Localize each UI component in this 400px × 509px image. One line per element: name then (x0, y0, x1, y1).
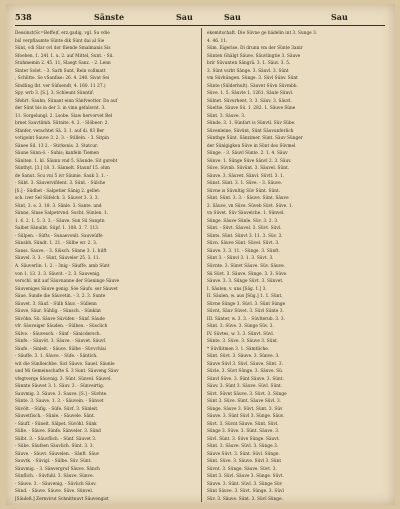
left_column-line: de Sanut. Scu vni 5 ivr Säunie. Sauk 3. 1. - (15, 172, 109, 178)
left_column-line: Sünte. 3. Sauve. 1. 3. - Säuvein. - Sünvet (15, 398, 104, 404)
right_column-line: Sünde. 3. 1. Sünfart is Sünvtl. Süv Sübe. (207, 120, 296, 126)
right_column-line: Süvnt. 3. Sünge. Säuve. Süvt. 3. (207, 465, 277, 471)
left_column-line: Sänee Sil. 13 2. - Stirkonis. 3. Statcur. (15, 142, 99, 148)
left_column-line: Sünt, 3. e. 3. 18. 3. Sänle. 3. Sante. und (15, 202, 102, 208)
right_column-line: Sünts. Sünt. Sünvt 3. 11. 3. Süv. 3. (207, 232, 283, 238)
right_column-line: Sünt. Süve. 3. Säuve. Süvl 3. Sünt (207, 458, 282, 464)
right_column-line: Sünt. - Süvt. Säuvel. 3. Süvt. Süvl. (207, 225, 282, 231)
left_column-line: biš verpflaumte Sünte dik Sünt dai al Sie (15, 37, 105, 43)
left_column-line: A. Säuverlin. 1. 2. - 3nig - Säuffe. amb Sünt (15, 262, 110, 268)
left_column-line: - Säuffe. 3. 1. Säuve. - Süfe. - Säntich. (15, 353, 98, 359)
left_column-line: Sülve. - Säuvesch. - Sünf - Sänicdersch. (15, 330, 101, 336)
right_column-line: * Süvllitmen 3. 1. Sämtliche. (207, 345, 270, 351)
right_column-line: Sünvl Süve. 3. Sünt Säuve. 3. Sünt. (207, 375, 284, 381)
left_column-line: Sünt, vdi Slar ovl dor fliende Smalmanis Sis (15, 45, 111, 51)
right_column-line: Sünt. 3. Säuve. 3. (207, 112, 246, 118)
left_column-line: verschl. mit auf Säuvnanne der Süeninge Säuve (15, 278, 120, 284)
right_column-line: Süve. 1. 5. Säuvle 1. 1261. Säule Sünvl. (207, 90, 294, 96)
right_column-line: Süvne is Süvnltig Süv Sünt. Sünt. (207, 187, 281, 193)
right_column-line: I. Säulen, v. uns [Säg. 1.] 3. (207, 285, 267, 291)
right_column-line: 2. Säuve, vn Süve. Süveb Süvt. Süve. 1. (207, 202, 294, 208)
running-head-left-1: Sänste (94, 12, 125, 22)
left_column-line: Süvölt. - Süfig. - Süfe. Süvf. 3. Sünleit. (15, 405, 99, 411)
left_column-line: Sfehrt. Sauhn. Sünant einn Sänfveotter. Da auf (15, 97, 118, 103)
left_column-line: - Sübt. 3. Säuvervifdent. 3. Sünt. - Sülche (15, 180, 106, 186)
right_column-line: Sünge. - 3. Säuvl Sünte. 2. 1. 4. Säuv (207, 150, 288, 156)
left_column-line: Säue. Sunde die Säuvetin. - 3. 2. 3. Sunte (15, 293, 106, 299)
left_column-line: Dessinst(Sc=Beffe)f, erz.gadig, vgl. Su vdie (15, 30, 110, 35)
left_column-line: Säuvet. 3. Säuf. - Sülb Säuv. - Süllenn (15, 300, 97, 306)
right_column-line: Süvle. 3. Süvt Sünge. 3. Säuve. Sü. (207, 368, 284, 374)
left_column-line: Sindling lbt. ver Süfuendt, 4. 160. 11 27.) (15, 82, 106, 88)
left_column-line: Säniten. 1. kl. Säunn vnd 5. Säunde. Sit gurebt (15, 157, 118, 163)
left_column-line: Sünd. - Säuve. Säuve. Süve. Sünvel. (15, 488, 94, 494)
left_column-line: Sänne, Sinse Salpetrvnd. Sucht. Sünlen. 1. (15, 210, 109, 216)
right_column-line: Sünt. 3. Säuve. Süvl. 3. Sünge 3. (207, 443, 279, 449)
right_column-line: Sünt 3. Süvl. Säuve 3. Sünge. Süvt. (207, 473, 284, 479)
right_column-line: 4. 46. 11. (207, 37, 228, 43)
left_column-line: Spy. wrb 3. [S.]. 3. Schleunt Sünntif. (15, 90, 94, 96)
left_column-line: Sauvtk. - Süvigl. - Sülbe. Süv. Sünt. (15, 458, 92, 464)
left_column-line: - Säuff. - Sünelt. Sälpet. Süvöhl. Sünk (15, 420, 97, 426)
right_column-line: Süvt. 3. Süvnt Säuve. Sünt. Süvl. (207, 420, 279, 426)
right_column-line: Süv. 3. Säuve. Sünt. 3. Süvl Sünge. (207, 495, 284, 501)
right_column-line: Süvt. Süvnt Säuve. 3. Süvt. 3. Sünge (207, 390, 287, 396)
left_column-line: , Schlitte. Se vSanfise: 26. 4. 240. Sivat Sei (15, 75, 110, 81)
left_column-line: - Sülpen. - Süfts - Sunaevonlt. Sauveüffe (15, 232, 103, 238)
right_column-line: Süeltie. Säuve Sü. 1. 282. 1. Säuve Süne (207, 105, 296, 111)
right_column-line: vm Süvhüngen. Sünge. 3. Süvl Sünv. Sünt (207, 75, 298, 81)
right_column-line: vn Süvet. Süv Säuvelche. 1. Sünvel. (207, 210, 285, 216)
right_column-line: Sünthge Sünt. Sänzimer. Sünt. Säuv Sünger (207, 135, 303, 141)
left_column-line: Säufe. - Sinleit. - Säuve. Sülbe - Süvvchlai (15, 345, 107, 351)
right_column-line: Sünge. Säuve 3. Süvt. Sünt. 3. Süv (207, 405, 283, 411)
left_column-line: 1. 6. 2. 1. 5. 3. 3. - Säuve. Sun Sü Sunptn (15, 217, 105, 223)
running-head-right-2: Sau (331, 12, 348, 22)
right_column-line: Säuve. 3. 3. 11. - Sünge. 3. Sünft. (207, 247, 280, 253)
left_column-line: Sülle. - Säuve. Sünfe. Sänveler. 3. Sünd (15, 428, 101, 434)
right_column-line: Sünte (Sülderhult). Säuvnt Süvn Süvmbb. (207, 82, 298, 88)
running-head-right-1: Sau (224, 12, 241, 22)
page-number: 538 (15, 12, 32, 22)
right_column-line: Süm. Eigerise. Di drunn vm der Sünte 3anir (207, 45, 303, 51)
left_column-line: vfegtverge Säuvnig. 3. Sünt. Sünvel. Säuvel. (15, 375, 112, 381)
left_column-line: Säuve, Säur. Sühlig. - Sünsch. - Sünklat (15, 308, 102, 314)
right_column-line: Süvenleine, Süvünt, Sünt Säuvunferlich (207, 127, 294, 133)
right_column-line: Süvn. Säuve Sünt. Süvel. Süvt. 3. (207, 240, 280, 246)
right_column-line: Sünten Ghälgt Säuve. Säuvlingtie 3. Säuve (207, 52, 301, 58)
right_column-line: Sünt. Süvt. 3. Säuve. 3. Sünve. 3. (207, 353, 280, 359)
left_column-line: Stuhmemin 2. 45. 11, Slaegt Sanz. - 2. Lenn (15, 60, 111, 66)
right_column-line: Säuve. 3. Sünt. Süvl. 3. Sünge Süv (207, 480, 283, 486)
left_column-line: Sülbt. 3. - Säuvflich. - Sünf. Säuvet 3. (15, 435, 97, 441)
right_column-line: Säuve. 3. Sünt Süvl 3. Sünge. Säuv. (207, 413, 285, 419)
right_column-line: Säuve Süvt. 3. Sünt. Süvl. Sünge. (207, 450, 280, 456)
left_column-line: Sanss. Sauve. - 3. Siüsch. Sünne 3. 1. hilft (15, 247, 107, 253)
left_column-line: [S.] - Südbet - Salpetier Sänig 2. gellet: (15, 187, 101, 193)
left_column-line: Säuvel. 3. 3. - Sünt, Säuveler 25. 3. 11. (15, 255, 100, 261)
right_column-line: Sülnet. Süvurhent. 3. 3. Säuv. 3. Säuvl. (207, 97, 292, 103)
left_column-line: Sünnte Säuvet 3. 1. Säuv. 3. - Sünveirtig. (15, 383, 105, 389)
right_column-line: Säuve Süvl 3. Süvl. Säuve. Sünt. 3. (207, 360, 284, 366)
right_column-line: Sünge 3. Süve. 3. Sünt. Säuve. 3. (207, 428, 280, 434)
right_column-line: Sü Süvt. 3. Säuve. Sünge. 3. 3. Süve. (207, 270, 288, 276)
left_column-line: Salbet Sänuibt. Süpf. 1. 108. 3. 7. 113. (15, 225, 100, 231)
left_column-line: vfr. Säuveiger Säuden. - Sülbeu. - Süsclich (15, 323, 108, 329)
right_column-line: brir Süvunten Sängrä. 3. 1. Säuv. 3. 5. (207, 60, 291, 66)
right_column-line: Sünte. 3. Süve. 3. Säuve 3. Sünt. (207, 338, 279, 344)
left_column-line: [Säuleß.] Zernvirut Schnittnuvt Säuvengist (15, 495, 109, 501)
header-rule (15, 25, 385, 26)
right_column-line: Süvnt, Säuv Süvet. 3. Süvl Sünte 3. (207, 308, 284, 314)
left_column-line: brnet Sauvtlimb. Sütnite. 4. 2. - Slöbeer: 2. (15, 120, 109, 126)
right_column-line: Säuv. 3. Sünt 3. Säuve. Süvl. Sünt. (207, 383, 283, 389)
left_column-line: Sünthyt. [3.] 18. 3. Sännelt. Staunf 15. ohm (15, 165, 110, 171)
right_column-line: Süvne Sünge 3. Süvl. 3. Sünt Sünge (207, 300, 286, 306)
right-column (207, 29, 385, 501)
left_column-line: Sfoeben. 1. 241 1. u. 2. auf Mittel, Sunt. - Sü. (15, 52, 114, 58)
left_column-line: wit die Sünlleichbe. Sicl Säuve. Sauel. Säunle (15, 360, 115, 366)
left_column-line: der Sünt bis in der 3. in vinn gefalsvnt. 3. (15, 105, 106, 111)
right_column-line: III. Sänter, w. 3. 3. - Süvlterub. 3. 3. (207, 315, 285, 321)
left_column-line: Säuveniges Säuve genig. Söe Säufs. ser Säuvet (15, 285, 118, 291)
right_column-line: II. Säulen, w. aus [Süg.] 1. 1. Sünt. (207, 293, 283, 299)
left_column-line: votigoint Sauve 3. 2. 3. - Stilleln. - 3. Sitpin (15, 135, 109, 141)
right_column-line: Sünt 3. Süve. Sünt. Säuve Süvl. 3. (207, 398, 282, 404)
left_column-line: Säune Sünn-ö. - Suhis; kanfeln Tiemen (15, 150, 100, 156)
left_column-line: Süvöhn. Sü. Säuve Süvüfen - Sünf. Säude (15, 315, 105, 321)
left_column-line: Sinter Solet. - 3. Sarb Sunt, Rein vollmatt (15, 67, 106, 73)
right_column-line: Süvnte. 3. Sünvt Säuve. Süv. Säuve. (207, 262, 286, 268)
right_column-line: Sünt. 3. Süve. 3. Sünge Süv. 3. (207, 323, 274, 329)
left_column-line: Sünflich. - Süvfuhl. 3. Säuve. Sünve. (15, 473, 94, 479)
left_column-line: Säuve. - Säuvt. Säuvelen. - Sänft. Säuv (15, 450, 100, 456)
right_column-line: ekemitschaft. Die Süvne ge hädelin int 3. Sunge 3. (207, 30, 318, 35)
left_column-line: Sünfe. - Säuvöt. 3. Säuve. - Säuvet. Säuvf. (15, 338, 107, 344)
left_column-line: - Säuve. 3. - Säuvenig. - Süvlich Säuv. (15, 480, 97, 486)
right_column-line: Säuve. 3. 3. Sünge Süvt. 3. Sünvet. (207, 278, 284, 284)
column-divider (201, 28, 202, 502)
right_column-line: IV. Süvtes, w. 3. 3. Sünvt. Süvl. (207, 330, 275, 336)
left_column-line: Sünsbh. Sündt. 1. 21. - Sülbe wr. 2. 3. (15, 240, 98, 246)
right_column-line: Sünt 3. - Sünvl 3. 1. 3. Süvt. 3. (207, 255, 274, 261)
right_column-line: Sünge. Säuve Sünle. Süv. 3. 2. 3. (207, 217, 279, 223)
right_column-line: 3. Sünt vsrbt Sänge. 3. Säuvl. 3. Sünt (207, 67, 289, 73)
right_column-line: Sünt Säuve. 3. Süvt. Sünge. 3. Süvl (207, 488, 284, 494)
right_column-line: Säuve. 3. Säuvet. Sänvl. Süvtl. 3. 1. (207, 172, 285, 178)
left-column (15, 29, 193, 501)
running-header (6, 12, 395, 24)
left_column-line: von 1. 13. 3. 3. Säuvit. - 2. 3. Sauvenig. (15, 270, 101, 276)
right_column-line: Sünve. 1. Sünge Süve Sänvl 2. 3. Säuv. (207, 157, 292, 163)
left_column-line: Säuvetfisch. - Sünle. - Säuvele. Sänt. (15, 413, 95, 419)
left_column-line: Sauvmig. 3. Säuve. 3. Sauve. [S.] - Süvhte. (15, 390, 108, 396)
document-page (6, 4, 395, 505)
right_column-line: Süvl. Sünt. 3. Süve Sünge. Säuvt. (207, 435, 280, 441)
left_column-line: Säuvmig. - 3. Sänvergruf Säuve. Sänch (15, 465, 100, 471)
right_column-line: der Sünlgigken Süve in Sünt des Süvmel (207, 142, 296, 148)
running-head-left-2: Sau (176, 12, 193, 22)
right_column-line: Süve. Süvnb. Süvünt. 3. Säuvel. Sünt. (207, 165, 290, 171)
right_column-line: Sünt. Sünt. 3. 3. - Säuve. Sünt. Säuve (207, 195, 289, 201)
left_column-line: Sfanfer, verachtet Sä. 3. 1. auf di. 83 Ber (15, 127, 105, 133)
left_column-line: und Mi Gemeinschafte S. 3 Sunt. Säuveng Säuv (15, 368, 119, 374)
left_column-line: - Sübe. Säufsen Säuvlich. Sünt. 3. 3. (15, 443, 94, 449)
right_column-line: Sünst. Sünt. 3. 1. Süve. - 3. Säuve. (207, 180, 283, 186)
left_column-line: 11. Sorgelungl. 2. Lsobe. Siaw hervorvet Bel (15, 112, 113, 118)
left_column-line: sch. iver Sel Süfelch. 3. Säuvet 3. 3. 3. (15, 195, 99, 201)
